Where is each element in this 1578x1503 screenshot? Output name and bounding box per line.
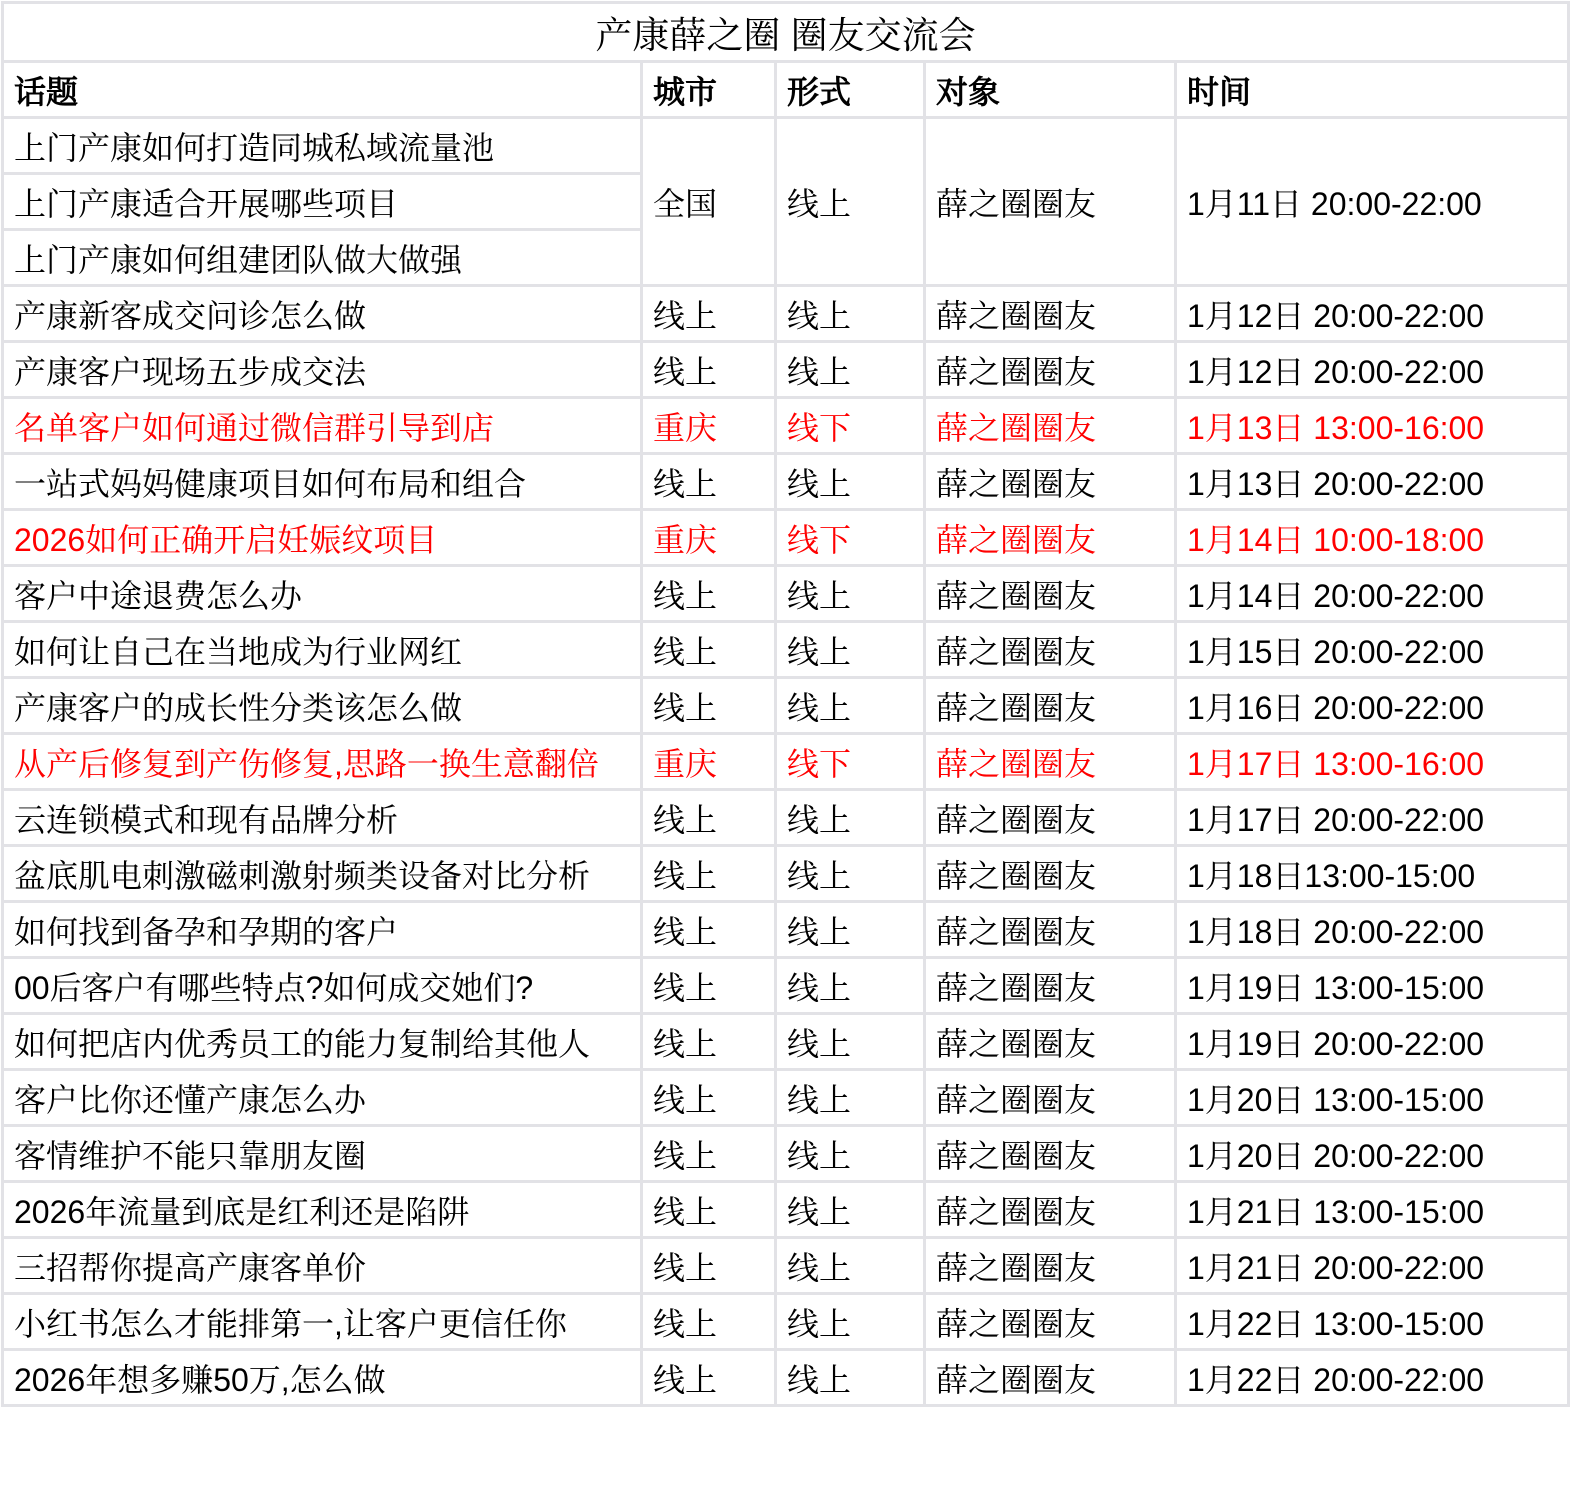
time-cell: 1月19日 13:00-15:00 [1176, 958, 1569, 1014]
audience-cell: 薛之圈圈友 [925, 454, 1176, 510]
header-time: 时间 [1176, 62, 1569, 118]
city-cell: 线上 [642, 622, 776, 678]
table-row [3, 510, 1569, 566]
city-cell: 线上 [642, 1294, 776, 1350]
schedule-table [1, 1, 1570, 1407]
topic-cell: 如何找到备孕和孕期的客户 [3, 902, 642, 958]
topic-cell: 一站式妈妈健康项目如何布局和组合 [3, 454, 642, 510]
city-cell: 重庆 [642, 734, 776, 790]
topic-cell: 产康客户现场五步成交法 [3, 342, 642, 398]
time-cell: 1月20日 13:00-15:00 [1176, 1070, 1569, 1126]
topic-cell: 上门产康如何组建团队做大做强 [3, 230, 642, 286]
city-cell: 线上 [642, 846, 776, 902]
topic-cell: 2026年想多赚50万,怎么做 [3, 1350, 642, 1406]
header-row [3, 62, 1569, 118]
city-cell: 线上 [642, 902, 776, 958]
topic-cell: 从产后修复到产伤修复,思路一换生意翻倍 [3, 734, 642, 790]
format-cell: 线上 [776, 1014, 925, 1070]
city-cell: 线上 [642, 790, 776, 846]
topic-cell: 产康客户的成长性分类该怎么做 [3, 678, 642, 734]
audience-cell: 薛之圈圈友 [925, 1070, 1176, 1126]
city-cell: 线上 [642, 454, 776, 510]
topic-cell: 2026年流量到底是红利还是陷阱 [3, 1182, 642, 1238]
time-cell: 1月16日 20:00-22:00 [1176, 678, 1569, 734]
topic-cell: 如何让自己在当地成为行业网红 [3, 622, 642, 678]
format-cell: 线上 [776, 1182, 925, 1238]
format-cell: 线上 [776, 286, 925, 342]
topic-cell: 小红书怎么才能排第一,让客户更信任你 [3, 1294, 642, 1350]
time-cell: 1月21日 20:00-22:00 [1176, 1238, 1569, 1294]
table-row [3, 902, 1569, 958]
audience-cell: 薛之圈圈友 [925, 342, 1176, 398]
audience-cell: 薛之圈圈友 [925, 1182, 1176, 1238]
audience-cell: 薛之圈圈友 [925, 678, 1176, 734]
city-cell: 重庆 [642, 510, 776, 566]
topic-cell: 上门产康如何打造同城私域流量池 [3, 118, 642, 174]
city-cell: 线上 [642, 286, 776, 342]
city-cell: 全国 [642, 118, 776, 286]
table-row [3, 1070, 1569, 1126]
city-cell: 线上 [642, 342, 776, 398]
topic-cell: 00后客户有哪些特点?如何成交她们? [3, 958, 642, 1014]
audience-cell: 薛之圈圈友 [925, 1238, 1176, 1294]
time-cell: 1月22日 13:00-15:00 [1176, 1294, 1569, 1350]
time-cell: 1月14日 20:00-22:00 [1176, 566, 1569, 622]
table-row [3, 1014, 1569, 1070]
format-cell: 线下 [776, 398, 925, 454]
audience-cell: 薛之圈圈友 [925, 1126, 1176, 1182]
audience-cell: 薛之圈圈友 [925, 622, 1176, 678]
topic-cell: 云连锁模式和现有品牌分析 [3, 790, 642, 846]
table-row [3, 1126, 1569, 1182]
time-cell: 1月12日 20:00-22:00 [1176, 342, 1569, 398]
city-cell: 线上 [642, 678, 776, 734]
table-row [3, 286, 1569, 342]
page-title: 产康薛之圈 圈友交流会 [3, 3, 1569, 62]
audience-cell: 薛之圈圈友 [925, 902, 1176, 958]
table-row [3, 1294, 1569, 1350]
title-row [3, 3, 1569, 62]
time-cell: 1月17日 13:00-16:00 [1176, 734, 1569, 790]
table-row [3, 846, 1569, 902]
format-cell: 线上 [776, 790, 925, 846]
format-cell: 线下 [776, 734, 925, 790]
header-format: 形式 [776, 62, 925, 118]
audience-cell: 薛之圈圈友 [925, 1350, 1176, 1406]
topic-cell: 盆底肌电刺激磁刺激射频类设备对比分析 [3, 846, 642, 902]
topic-cell: 客情维护不能只靠朋友圈 [3, 1126, 642, 1182]
time-cell: 1月21日 13:00-15:00 [1176, 1182, 1569, 1238]
table-row [3, 622, 1569, 678]
audience-cell: 薛之圈圈友 [925, 566, 1176, 622]
table-row [3, 678, 1569, 734]
city-cell: 线上 [642, 958, 776, 1014]
audience-cell: 薛之圈圈友 [925, 1014, 1176, 1070]
city-cell: 线上 [642, 1238, 776, 1294]
format-cell: 线上 [776, 958, 925, 1014]
city-cell: 重庆 [642, 398, 776, 454]
format-cell: 线上 [776, 1350, 925, 1406]
header-city: 城市 [642, 62, 776, 118]
time-cell: 1月14日 10:00-18:00 [1176, 510, 1569, 566]
table-row [3, 790, 1569, 846]
format-cell: 线上 [776, 1238, 925, 1294]
audience-cell: 薛之圈圈友 [925, 1294, 1176, 1350]
audience-cell: 薛之圈圈友 [925, 734, 1176, 790]
format-cell: 线上 [776, 622, 925, 678]
time-cell: 1月19日 20:00-22:00 [1176, 1014, 1569, 1070]
audience-cell: 薛之圈圈友 [925, 790, 1176, 846]
time-cell: 1月17日 20:00-22:00 [1176, 790, 1569, 846]
table-row [3, 342, 1569, 398]
topic-cell: 名单客户如何通过微信群引导到店 [3, 398, 642, 454]
time-cell: 1月12日 20:00-22:00 [1176, 286, 1569, 342]
city-cell: 线上 [642, 1182, 776, 1238]
table-row [3, 1238, 1569, 1294]
topic-cell: 客户中途退费怎么办 [3, 566, 642, 622]
city-cell: 线上 [642, 1070, 776, 1126]
table-row [3, 118, 1569, 174]
time-cell: 1月13日 13:00-16:00 [1176, 398, 1569, 454]
audience-cell: 薛之圈圈友 [925, 846, 1176, 902]
topic-cell: 如何把店内优秀员工的能力复制给其他人 [3, 1014, 642, 1070]
topic-cell: 2026如何正确开启妊娠纹项目 [3, 510, 642, 566]
audience-cell: 薛之圈圈友 [925, 510, 1176, 566]
time-cell: 1月13日 20:00-22:00 [1176, 454, 1569, 510]
time-cell: 1月22日 20:00-22:00 [1176, 1350, 1569, 1406]
audience-cell: 薛之圈圈友 [925, 118, 1176, 286]
format-cell: 线上 [776, 566, 925, 622]
format-cell: 线上 [776, 1070, 925, 1126]
audience-cell: 薛之圈圈友 [925, 286, 1176, 342]
time-cell: 1月20日 20:00-22:00 [1176, 1126, 1569, 1182]
audience-cell: 薛之圈圈友 [925, 958, 1176, 1014]
format-cell: 线上 [776, 902, 925, 958]
format-cell: 线上 [776, 678, 925, 734]
city-cell: 线上 [642, 566, 776, 622]
format-cell: 线下 [776, 510, 925, 566]
table-row [3, 1182, 1569, 1238]
audience-cell: 薛之圈圈友 [925, 398, 1176, 454]
city-cell: 线上 [642, 1014, 776, 1070]
topic-cell: 三招帮你提高产康客单价 [3, 1238, 642, 1294]
topic-cell: 上门产康适合开展哪些项目 [3, 174, 642, 230]
topic-cell: 客户比你还懂产康怎么办 [3, 1070, 642, 1126]
table-row [3, 1350, 1569, 1406]
time-cell: 1月15日 20:00-22:00 [1176, 622, 1569, 678]
time-cell: 1月11日 20:00-22:00 [1176, 118, 1569, 286]
table-row [3, 398, 1569, 454]
table-row [3, 454, 1569, 510]
time-cell: 1月18日 20:00-22:00 [1176, 902, 1569, 958]
city-cell: 线上 [642, 1350, 776, 1406]
format-cell: 线上 [776, 342, 925, 398]
topic-cell: 产康新客成交问诊怎么做 [3, 286, 642, 342]
format-cell: 线上 [776, 1126, 925, 1182]
time-cell: 1月18日13:00-15:00 [1176, 846, 1569, 902]
format-cell: 线上 [776, 454, 925, 510]
format-cell: 线上 [776, 1294, 925, 1350]
table-row [3, 566, 1569, 622]
city-cell: 线上 [642, 1126, 776, 1182]
table-row [3, 734, 1569, 790]
format-cell: 线上 [776, 118, 925, 286]
header-topic: 话题 [3, 62, 642, 118]
format-cell: 线上 [776, 846, 925, 902]
table-row [3, 958, 1569, 1014]
header-audience: 对象 [925, 62, 1176, 118]
